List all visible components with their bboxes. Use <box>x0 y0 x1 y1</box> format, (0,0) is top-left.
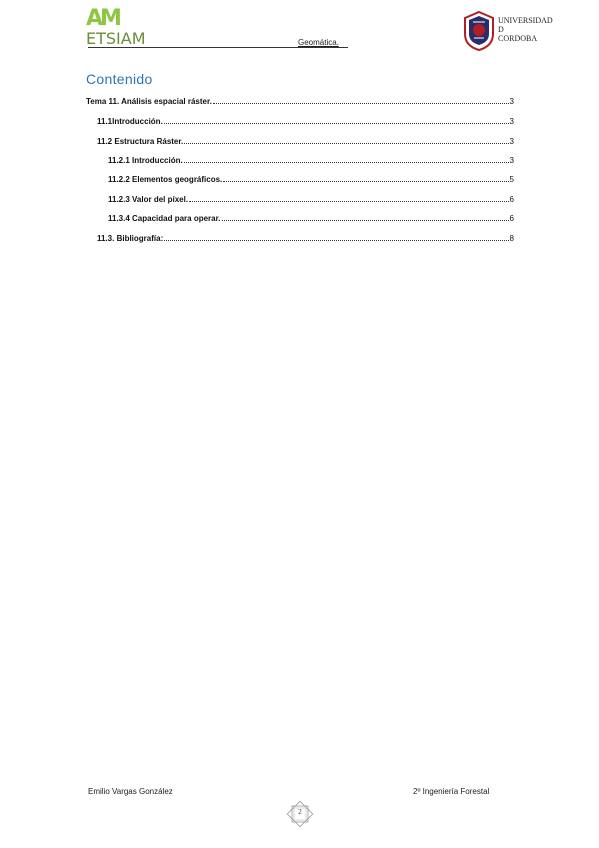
toc-leader <box>164 122 509 124</box>
toc-leader <box>189 200 509 202</box>
toc-leader <box>222 219 509 221</box>
toc-entry-page: 3 <box>509 97 514 106</box>
toc-entry-label: 11.2.3 Valor del píxel. <box>108 195 189 204</box>
page-number: 2 <box>298 808 302 816</box>
toc-entry-page: 5 <box>509 175 514 184</box>
etsiam-logo <box>86 8 148 48</box>
toc-entry-label: 11.3. Bibliografía: <box>97 234 164 243</box>
toc-leader <box>213 102 509 104</box>
toc-entry[interactable] <box>86 94 514 106</box>
page-number-badge <box>284 798 316 830</box>
university-logo <box>462 10 557 56</box>
toc-entry-page: 6 <box>509 195 514 204</box>
page-header <box>0 0 599 60</box>
toc-heading: Contenido <box>86 71 153 87</box>
footer-course: 2º Ingeniería Forestal <box>413 787 490 796</box>
toc-entry-page: 3 <box>509 156 514 165</box>
toc-entry-label: 11.3.4 Capacidad para operar. <box>108 214 221 223</box>
toc-entry-label: Tema 11. Análisis espacial ráster. <box>86 97 212 106</box>
header-title: Geomática. <box>298 38 339 47</box>
toc-entry[interactable] <box>97 231 514 243</box>
toc-entry-label: 11.2.1 Introducción. <box>108 156 183 165</box>
toc-entry[interactable] <box>108 211 514 223</box>
toc-entry[interactable] <box>108 192 514 204</box>
etsiam-logo-name: ETSIAM <box>86 29 146 48</box>
toc-entry-page: 6 <box>509 214 514 223</box>
toc-entry[interactable] <box>97 114 514 126</box>
toc-entry[interactable] <box>108 153 514 165</box>
toc-leader <box>184 142 508 144</box>
university-seal-icon <box>462 10 496 52</box>
toc-entry-page: 8 <box>509 234 514 243</box>
toc-leader <box>164 239 508 241</box>
toc-leader <box>184 161 509 163</box>
toc-entry-page: 3 <box>509 137 514 146</box>
etsiam-logo-mark: AM <box>86 6 119 31</box>
toc-entry-label: 11.2 Estructura Ráster. <box>97 137 184 146</box>
toc-leader <box>223 180 508 182</box>
header-rule <box>88 47 348 48</box>
toc-entry[interactable] <box>108 172 514 184</box>
toc-entry-label: 11.1Introducción. <box>97 117 163 126</box>
toc-entry-label: 11.2.2 Elementos geográficos. <box>108 175 223 184</box>
toc-entry[interactable] <box>97 134 514 146</box>
toc-entry-page: 3 <box>509 117 514 126</box>
university-name: UNIVERSIDAD D CORDOBA <box>498 16 553 43</box>
footer-author: Emilio Vargas González <box>88 787 173 796</box>
